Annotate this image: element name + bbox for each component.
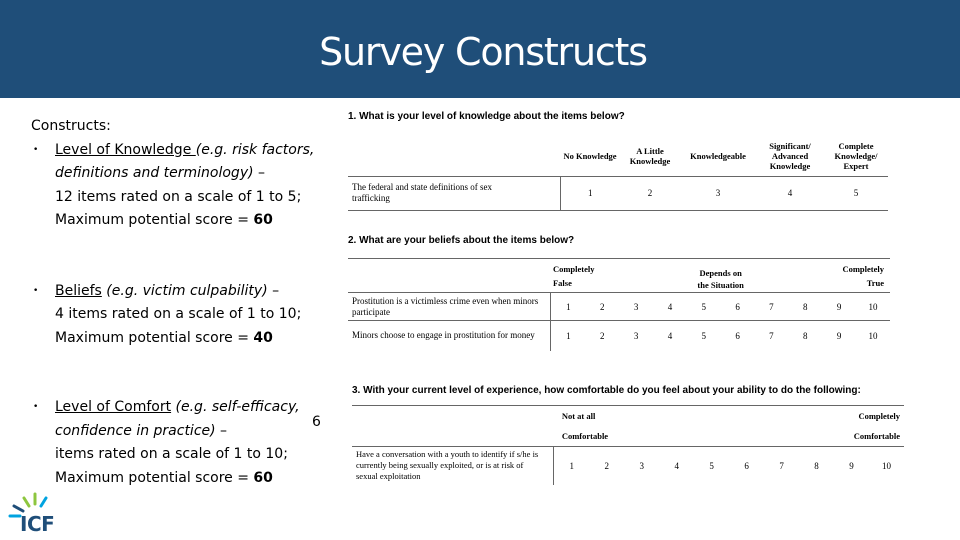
construct-dash: – xyxy=(267,282,280,299)
construct-score: 60 xyxy=(253,212,273,228)
q3-left-anchor-bottom: Comfortable xyxy=(561,431,609,441)
q1-col-header: Complete Knowledge/ Expert xyxy=(834,140,878,171)
rating-4[interactable]: 4 xyxy=(787,188,793,198)
q2-mid-anchor-bottom: the Situation xyxy=(697,279,744,290)
construct-scale: 4 items rated on a scale of 1 to 10; xyxy=(55,306,302,322)
construct-max: Maximum potential score = xyxy=(55,329,254,346)
rating-6[interactable]: 6 xyxy=(744,460,749,471)
construct-title: Beliefs xyxy=(55,282,102,299)
table-row xyxy=(348,321,890,351)
construct-max: Maximum potential score = xyxy=(55,212,254,228)
rating-5[interactable]: 5 xyxy=(853,188,859,198)
rating-9[interactable]: 9 xyxy=(849,460,854,471)
q3-right-anchor-top: Completely xyxy=(858,411,900,421)
rating-4[interactable]: 4 xyxy=(667,301,673,312)
rating-2[interactable]: 2 xyxy=(599,330,605,341)
rating-3[interactable]: 3 xyxy=(633,330,639,341)
construct-item-count: 6 xyxy=(312,414,321,430)
table-row xyxy=(348,176,888,210)
construct-title: Level of Knowledge xyxy=(55,141,196,158)
q3-right-anchor-bottom: Comfortable xyxy=(853,431,900,441)
rating-3[interactable]: 3 xyxy=(715,188,721,198)
rating-2[interactable]: 2 xyxy=(604,460,610,471)
construct-example: (e.g. self-efficacy, confidence in practice) xyxy=(55,399,300,439)
rating-3[interactable]: 3 xyxy=(633,301,639,312)
bullet-marker: • xyxy=(33,402,39,412)
rating-2[interactable]: 2 xyxy=(647,188,653,198)
rating-2[interactable]: 2 xyxy=(599,301,605,312)
q1-title: 1. What is your level of knowledge about the items below? xyxy=(348,111,625,122)
q3-title: 3. With your current level of experience, how comfortable do you feel about your ability to do the following: xyxy=(352,385,861,396)
construct-max: Maximum potential score = xyxy=(55,469,254,486)
rating-4[interactable]: 4 xyxy=(667,330,673,341)
q3-table xyxy=(352,405,904,485)
q1-col-header: Significant/ Advanced Knowledge xyxy=(769,140,811,171)
rating-4[interactable]: 4 xyxy=(674,460,679,471)
construct-example: (e.g. risk factors, definitions and terminology) xyxy=(55,141,315,181)
rating-8[interactable]: 8 xyxy=(802,301,808,312)
q1-header-row xyxy=(348,136,888,176)
title-bar xyxy=(0,0,960,98)
logo-wordmark: ICF xyxy=(20,512,55,536)
construct-example: (e.g. victim culpability) xyxy=(101,282,268,299)
rating-7[interactable]: 7 xyxy=(779,460,784,471)
q3-left-anchor-top: Not at all xyxy=(561,411,596,421)
q2-row-label: Minors choose to engage in prostitution for money xyxy=(348,321,551,351)
q3-header-row xyxy=(352,406,904,447)
rating-6[interactable]: 6 xyxy=(735,301,740,312)
rating-10[interactable]: 10 xyxy=(881,460,891,471)
q2-left-anchor-top: Completely xyxy=(552,263,595,274)
construct-beliefs xyxy=(31,280,331,351)
construct-score: 60 xyxy=(253,469,273,486)
rating-1[interactable]: 1 xyxy=(588,188,593,198)
rating-10[interactable]: 10 xyxy=(868,330,878,341)
rating-8[interactable]: 8 xyxy=(814,460,819,471)
rating-9[interactable]: 9 xyxy=(836,301,842,312)
construct-scale: 12 items rated on a scale of 1 to 5; xyxy=(55,188,302,205)
rating-1[interactable]: 1 xyxy=(569,460,575,471)
q1-table xyxy=(348,136,888,211)
construct-comfort xyxy=(31,396,331,490)
q2-header-row xyxy=(348,259,890,293)
q2-title: 2. What are your beliefs about the items below? xyxy=(348,235,575,246)
q2-row-label: Prostitution is a victimless crime even when minors participate xyxy=(348,293,551,321)
q2-right-anchor-top: Completely xyxy=(842,263,884,274)
q2-left-anchor-bottom: False xyxy=(552,277,572,288)
q2-mid-anchor-top: Depends on xyxy=(699,267,742,278)
rating-7[interactable]: 7 xyxy=(769,301,774,312)
rating-5[interactable]: 5 xyxy=(701,301,706,312)
q1-col-header: A Little Knowledge xyxy=(629,145,671,166)
bullet-marker: • xyxy=(33,144,39,155)
q3-row-label: Have a conversation with a youth to identify if s/he is currently being sexually exploited, or is at risk of sexual exploitation xyxy=(352,447,554,485)
rating-10[interactable]: 10 xyxy=(868,301,878,312)
construct-dash: – xyxy=(215,422,228,439)
table-row xyxy=(348,293,890,321)
constructs-heading: Constructs: xyxy=(31,118,111,134)
rating-8[interactable]: 8 xyxy=(802,330,808,341)
construct-dash: – xyxy=(253,165,266,181)
rating-3[interactable]: 3 xyxy=(639,460,644,471)
rating-6[interactable]: 6 xyxy=(735,330,740,341)
q2-right-anchor-bottom: True xyxy=(866,277,884,288)
slide-title: Survey Constructs xyxy=(319,30,647,74)
constructs-panel xyxy=(31,115,331,490)
rating-1[interactable]: 1 xyxy=(566,330,571,341)
rating-5[interactable]: 5 xyxy=(701,330,706,341)
rating-7[interactable]: 7 xyxy=(769,330,774,341)
rating-9[interactable]: 9 xyxy=(836,330,842,341)
bullet-marker: • xyxy=(33,285,39,296)
rating-5[interactable]: 5 xyxy=(709,460,714,471)
q2-table xyxy=(348,258,890,351)
construct-knowledge xyxy=(31,139,331,233)
rating-1[interactable]: 1 xyxy=(566,301,571,312)
construct-title: Level of Comfort xyxy=(55,399,172,415)
q1-row-label: The federal and state definitions of sex trafficking xyxy=(348,176,560,210)
construct-score: 40 xyxy=(253,329,273,346)
table-row xyxy=(352,447,904,485)
construct-scale: items rated on a scale of 1 to 10; xyxy=(55,446,288,462)
q1-col-header: Knowledgeable xyxy=(690,150,746,161)
q1-col-header: No Knowledge xyxy=(563,150,617,161)
